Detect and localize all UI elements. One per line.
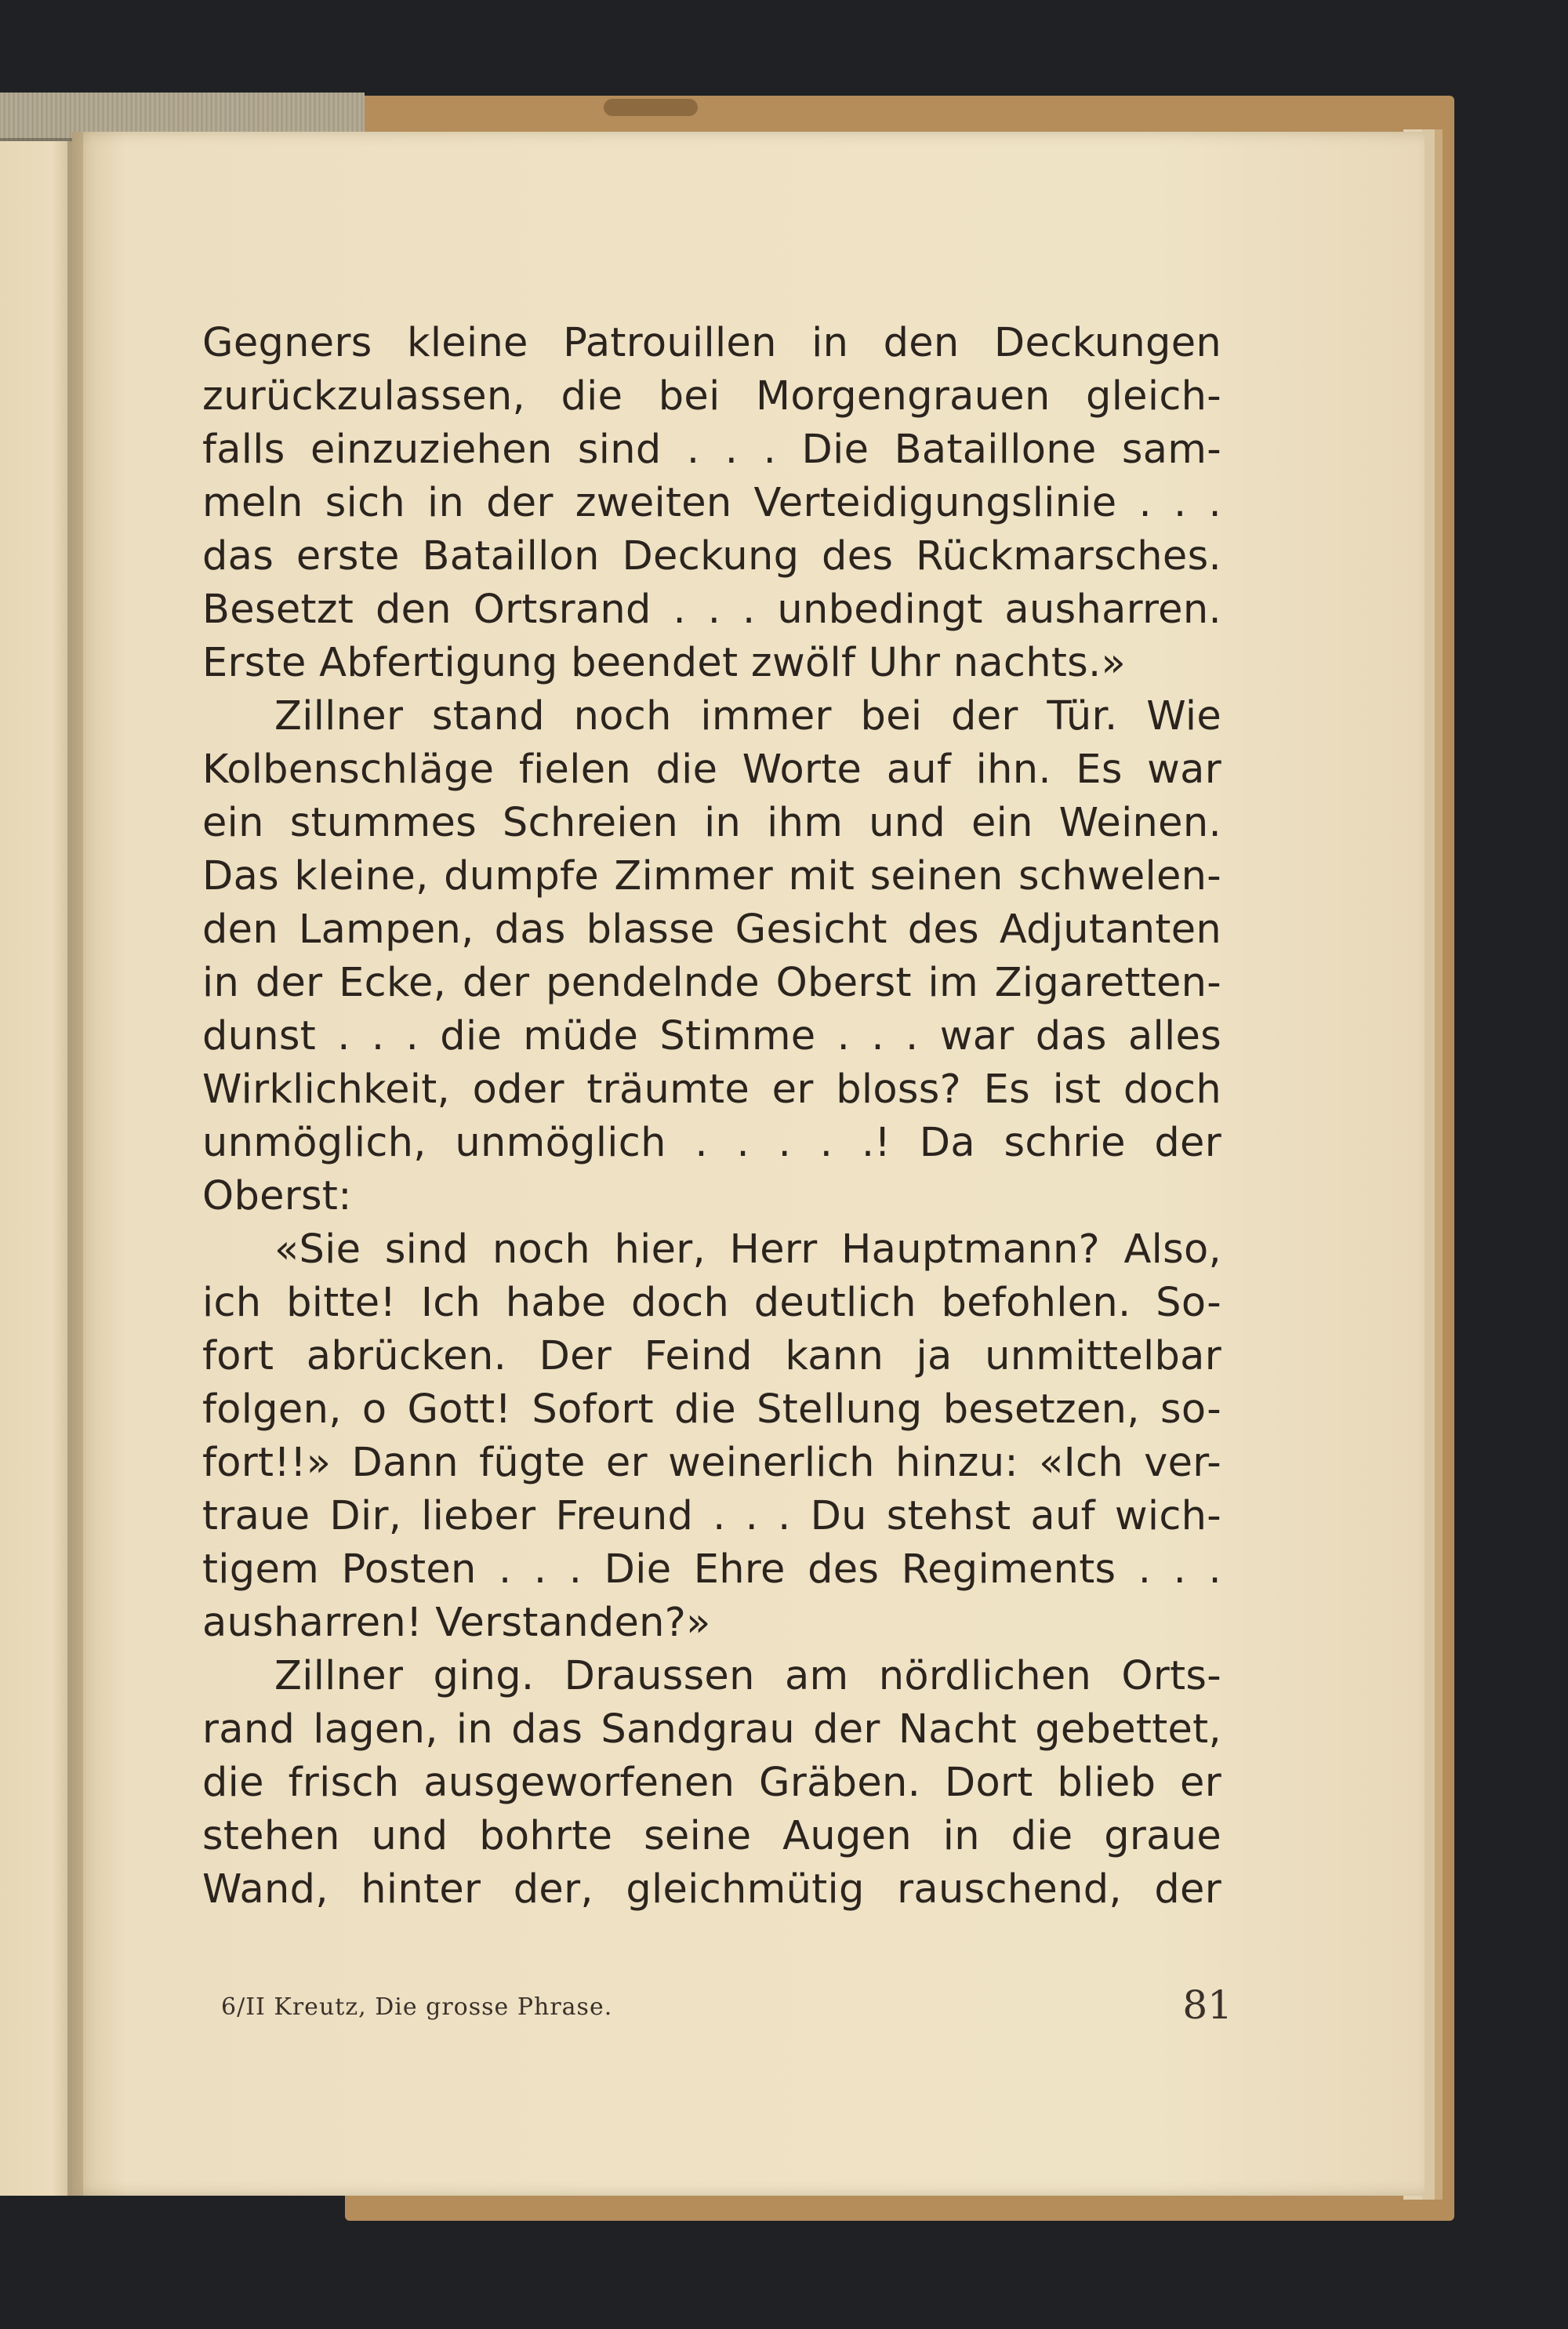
text-line: fort abrücken. Der Feind kann ja unmittelbar — [202, 1333, 1221, 1379]
text-line: Besetzt den Ortsrand . . . unbedingt ausharren. — [202, 587, 1221, 633]
page-gutter — [72, 132, 83, 2196]
cover-damage-curl — [604, 99, 698, 116]
text-line: Oberst: — [202, 1173, 352, 1219]
text-line: folgen, o Gott! Sofort die Stellung besetzen, so- — [202, 1386, 1221, 1433]
text-line: den Lampen, das blasse Gesicht des Adjutanten — [202, 907, 1221, 953]
previous-page-sliver — [0, 141, 74, 2196]
text-line: Erste Abfertigung beendet zwölf Uhr nachts.» — [202, 640, 1127, 686]
text-line: Gegners kleine Patrouillen in den Deckungen — [202, 320, 1221, 366]
page-stack-edge — [1435, 129, 1443, 2200]
page-body-text — [202, 317, 1221, 1917]
text-line: Das kleine, dumpfe Zimmer mit seinen schwelen- — [202, 853, 1221, 899]
text-line: in der Ecke, der pendelnde Oberst im Zigaretten- — [202, 960, 1221, 1006]
text-line: falls einzuziehen sind . . . Die Bataillone sam- — [202, 427, 1221, 473]
page-footer — [221, 1982, 1232, 2037]
text-line: das erste Bataillon Deckung des Rückmarsches. — [202, 533, 1221, 580]
text-line: Zillner ging. Draussen am nördlichen Orts- — [274, 1653, 1221, 1699]
text-line: unmöglich, unmöglich . . . . .! Da schrie der — [202, 1120, 1221, 1166]
text-line: fort!!» Dann fügte er weinerlich hinzu: «Ich ver- — [202, 1440, 1221, 1486]
text-line: stehen und bohrte seine Augen in die graue — [202, 1813, 1221, 1859]
text-line: traue Dir, lieber Freund . . . Du stehst auf wich- — [202, 1493, 1221, 1539]
text-line: die frisch ausgeworfenen Gräben. Dort blieb er — [202, 1760, 1221, 1806]
text-line: Wand, hinter der, gleichmütig rauschend, der — [202, 1866, 1221, 1913]
text-line: ich bitte! Ich habe doch deutlich befohlen. So- — [202, 1280, 1221, 1326]
text-line: Kolbenschläge fielen die Worte auf ihn. Es war — [202, 747, 1221, 793]
text-line: «Sie sind noch hier, Herr Hauptmann? Also, — [274, 1226, 1221, 1273]
text-line: Zillner stand noch immer bei der Tür. Wie — [274, 693, 1221, 739]
text-line: Wirklichkeit, oder träumte er bloss? Es ist doch — [202, 1066, 1221, 1113]
text-line: dunst . . . die müde Stimme . . . war das alles — [202, 1013, 1221, 1059]
text-line: ausharren! Verstanden?» — [202, 1600, 711, 1646]
text-line: tigem Posten . . . Die Ehre des Regiments . . . — [202, 1546, 1221, 1593]
text-line: ein stummes Schreien in ihm und ein Weinen. — [202, 800, 1221, 846]
page-number: 81 — [1182, 1982, 1232, 2028]
printer-signature: 6/II Kreutz, Die grosse Phrase. — [221, 1993, 613, 2021]
text-line: meln sich in der zweiten Verteidigungslinie . . . — [202, 480, 1221, 526]
text-line: zurückzulassen, die bei Morgengrauen gleich- — [202, 373, 1221, 420]
text-line: rand lagen, in das Sandgrau der Nacht gebettet, — [202, 1706, 1221, 1753]
